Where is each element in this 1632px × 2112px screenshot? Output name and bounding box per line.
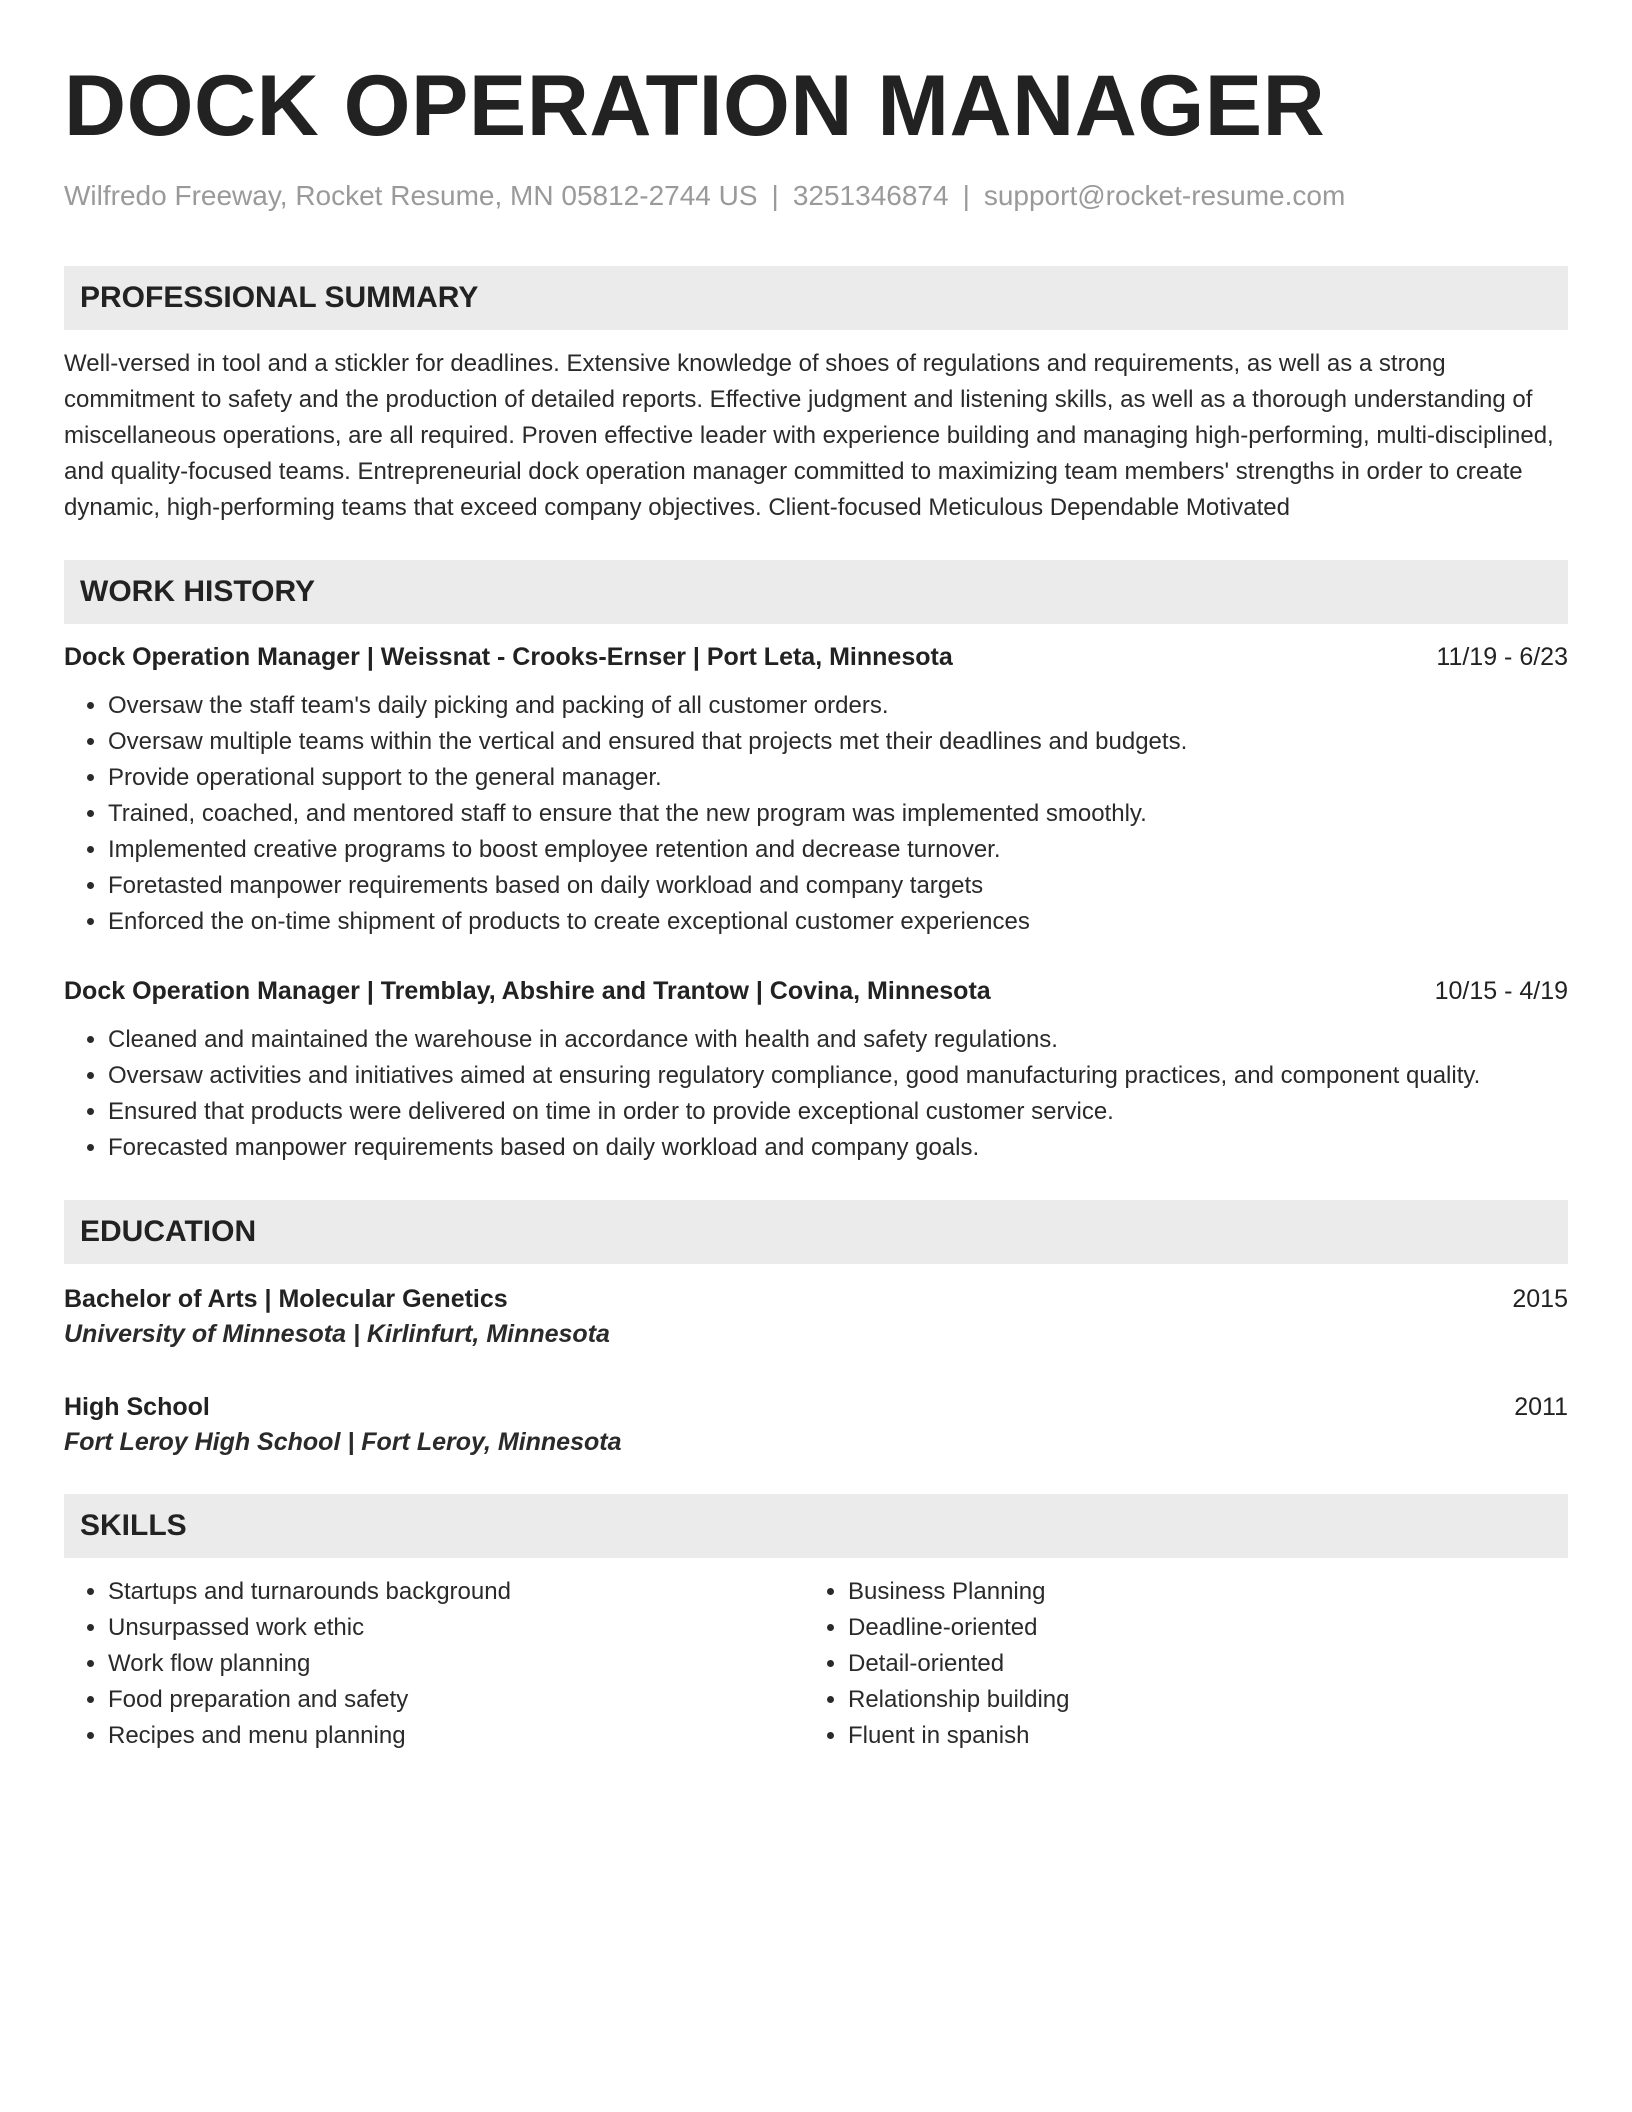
job-bullet-list: [64, 688, 1568, 940]
job-dates: 10/15 - 4/19: [1434, 977, 1568, 1005]
job-entry: [64, 640, 1568, 940]
education-year: 2011: [1514, 1393, 1568, 1421]
job-title: Dock Operation Manager | Weissnat - Crooks-Ernser | Port Leta, Minnesota: [64, 643, 953, 671]
degree-title: Bachelor of Arts | Molecular Genetics: [64, 1285, 508, 1313]
job-header: [64, 974, 1568, 1008]
education-header: [64, 1390, 1568, 1424]
job-header: [64, 640, 1568, 674]
contact-separator: |: [771, 180, 779, 211]
contact-line: [64, 178, 1568, 214]
job-bullet: • Oversaw activities and initiatives aimed at ensuring regulatory compliance, good manufacturing practices, and component quality.: [108, 1058, 1568, 1094]
job-bullet: • Implemented creative programs to boost employee retention and decrease turnover.: [108, 832, 1568, 868]
school-name: University of Minnesota | Kirlinfurt, Minnesota: [64, 1320, 610, 1348]
skill-item: • Deadline-oriented: [848, 1610, 1544, 1646]
job-bullet: • Oversaw the staff team's daily picking and packing of all customer orders.: [108, 688, 1568, 724]
job-title: Dock Operation Manager | Tremblay, Abshire and Trantow | Covina, Minnesota: [64, 977, 991, 1005]
school-name: Fort Leroy High School | Fort Leroy, Minnesota: [64, 1428, 622, 1456]
phone-text: 3251346874: [792, 180, 949, 211]
section-header-education: EDUCATION: [64, 1200, 1568, 1264]
skill-item: • Fluent in spanish: [848, 1718, 1544, 1754]
section-header-work-history: WORK HISTORY: [64, 560, 1568, 624]
address-text: Wilfredo Freeway, Rocket Resume, MN 05812-2744 US: [64, 180, 758, 211]
contact-separator: |: [962, 180, 970, 211]
job-bullet: • Foretasted manpower requirements based on daily workload and company targets: [108, 868, 1568, 904]
job-bullet: • Forecasted manpower requirements based on daily workload and company goals.: [108, 1130, 1568, 1166]
job-bullet-list: [64, 1022, 1568, 1166]
skill-item: • Food preparation and safety: [108, 1682, 804, 1718]
skill-item: • Recipes and menu planning: [108, 1718, 804, 1754]
job-bullet: • Oversaw multiple teams within the vertical and ensured that projects met their deadlines and budgets.: [108, 724, 1568, 760]
job-bullet: • Cleaned and maintained the warehouse in accordance with health and safety regulations.: [108, 1022, 1568, 1058]
job-dates: 11/19 - 6/23: [1436, 643, 1568, 671]
job-entry: [64, 974, 1568, 1166]
skill-item: • Business Planning: [848, 1574, 1544, 1610]
section-header-skills: SKILLS: [64, 1494, 1568, 1558]
skill-item: • Relationship building: [848, 1682, 1544, 1718]
education-header: [64, 1282, 1568, 1316]
skill-item: • Work flow planning: [108, 1646, 804, 1682]
degree-title: High School: [64, 1393, 210, 1421]
section-header-summary: PROFESSIONAL SUMMARY: [64, 266, 1568, 330]
skill-item: • Unsurpassed work ethic: [108, 1610, 804, 1646]
skills-list: [804, 1574, 1544, 1754]
skill-item: • Detail-oriented: [848, 1646, 1544, 1682]
summary-paragraph: Well-versed in tool and a stickler for deadlines. Extensive knowledge of shoes of regulations and requirements, as well as a strong commitment to safety and the production of detailed reports. Effective judgment and listening skills, as well as a thorough understanding of miscellaneous operations, are all required. Proven effective leader with experience building and managing high-performing, multi-disciplined, and quality-focused teams. Entrepreneurial dock operation manager committed to maximizing team members' strengths in order to create dynamic, high-performing teams that exceed company objectives. Client-focused Meticulous Dependable Motivated: [64, 350, 1554, 521]
skills-column-right: [804, 1574, 1544, 1754]
job-bullet: • Enforced the on-time shipment of products to create exceptional customer experiences: [108, 904, 1568, 940]
skills-list: [64, 1574, 804, 1754]
skill-item: • Startups and turnarounds background: [108, 1574, 804, 1610]
skills-column-left: [64, 1574, 804, 1754]
education-year: 2015: [1512, 1285, 1568, 1313]
job-bullet: • Ensured that products were delivered on time in order to provide exceptional customer service.: [108, 1094, 1568, 1130]
education-entry: [64, 1282, 1568, 1352]
education-entry: [64, 1390, 1568, 1460]
skills-grid: [64, 1574, 1568, 1754]
job-bullet: • Trained, coached, and mentored staff to ensure that the new program was implemented smoothly.: [108, 796, 1568, 832]
resume-title: DOCK OPERATION MANAGER: [64, 58, 1326, 154]
email-text: support@rocket-resume.com: [983, 180, 1346, 211]
job-bullet: • Provide operational support to the general manager.: [108, 760, 1568, 796]
